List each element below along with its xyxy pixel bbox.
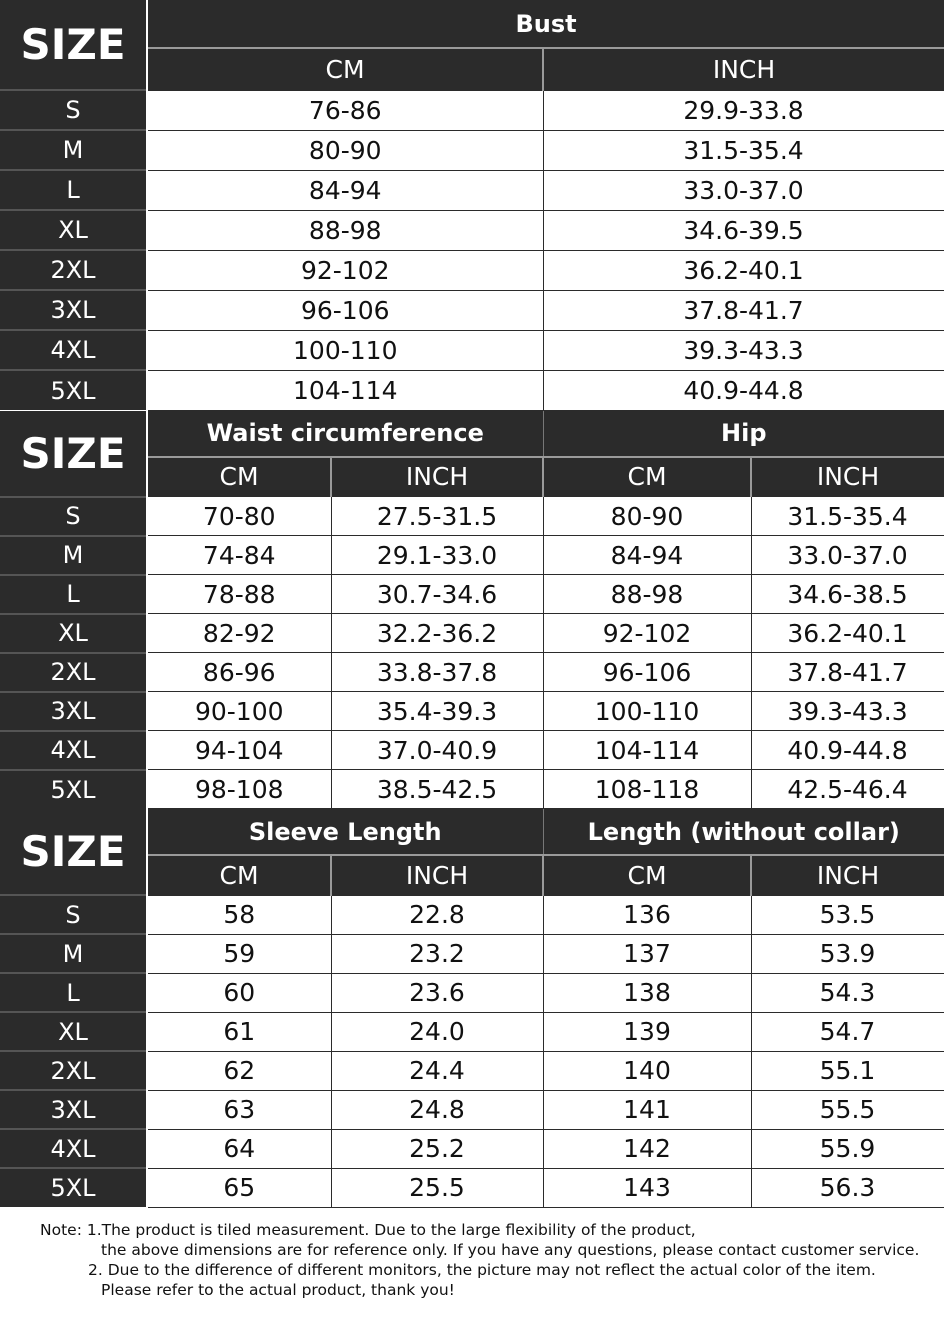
sleeve-cm-value: 65 xyxy=(147,1168,331,1207)
size-label: 2XL xyxy=(0,653,147,692)
hip-inch-value: 33.0-37.0 xyxy=(751,536,944,575)
waist-inch-value: 29.1-33.0 xyxy=(331,536,543,575)
size-label: L xyxy=(0,973,147,1012)
waist-inch-value: 27.5-31.5 xyxy=(331,497,543,536)
size-label: 4XL xyxy=(0,1129,147,1168)
sleeve-cm-value: 63 xyxy=(147,1090,331,1129)
hip-cm-value: 108-118 xyxy=(543,770,751,809)
waist-cm-value: 78-88 xyxy=(147,575,331,614)
table-row xyxy=(0,692,944,731)
sleeve-inch-value: 22.8 xyxy=(331,895,543,934)
length-inch-value: 54.7 xyxy=(751,1012,944,1051)
table-row xyxy=(0,250,944,290)
table-row xyxy=(0,370,944,410)
sleeve-header: Sleeve Length xyxy=(147,809,543,855)
waist-cm-value: 82-92 xyxy=(147,614,331,653)
size-label: S xyxy=(0,497,147,536)
size-label: L xyxy=(0,170,147,210)
sleeve-cm-value: 58 xyxy=(147,895,331,934)
waist-hip-table xyxy=(0,411,944,810)
table-row xyxy=(0,653,944,692)
length-inch-value: 54.3 xyxy=(751,973,944,1012)
length-cm-value: 142 xyxy=(543,1129,751,1168)
table-row xyxy=(0,536,944,575)
waist-cm-value: 98-108 xyxy=(147,770,331,809)
bust-cm-value: 100-110 xyxy=(147,330,543,370)
table-row xyxy=(0,614,944,653)
table-row xyxy=(0,497,944,536)
waist-inch-value: 37.0-40.9 xyxy=(331,731,543,770)
size-label: L xyxy=(0,575,147,614)
hip-inch-value: 37.8-41.7 xyxy=(751,653,944,692)
bust-header: Bust xyxy=(147,0,944,48)
size-header: SIZE xyxy=(0,809,147,895)
size-label: M xyxy=(0,130,147,170)
table-row xyxy=(0,1168,944,1207)
waist-inch-value: 38.5-42.5 xyxy=(331,770,543,809)
hip-inch-value: 36.2-40.1 xyxy=(751,614,944,653)
sleeve-inch-value: 23.2 xyxy=(331,934,543,973)
hip-cm-value: 88-98 xyxy=(543,575,751,614)
size-label: 5XL xyxy=(0,370,147,410)
table-row xyxy=(0,330,944,370)
sleeve-cm-value: 60 xyxy=(147,973,331,1012)
bust-cm-value: 80-90 xyxy=(147,130,543,170)
size-label: 3XL xyxy=(0,692,147,731)
size-label: 4XL xyxy=(0,330,147,370)
sleeve-length-table xyxy=(0,809,944,1208)
length-inch-value: 56.3 xyxy=(751,1168,944,1207)
size-label: 3XL xyxy=(0,1090,147,1129)
sleeve-inch-value: 24.8 xyxy=(331,1090,543,1129)
sleeve-cm-value: 61 xyxy=(147,1012,331,1051)
length-cm-value: 143 xyxy=(543,1168,751,1207)
table-row xyxy=(0,1012,944,1051)
bust-inch-value: 29.9-33.8 xyxy=(543,90,944,130)
size-label: 4XL xyxy=(0,731,147,770)
waist-cm-value: 94-104 xyxy=(147,731,331,770)
bust-table xyxy=(0,0,944,411)
length-cm-value: 136 xyxy=(543,895,751,934)
length-cm-value: 140 xyxy=(543,1051,751,1090)
length-header: Length (without collar) xyxy=(543,809,944,855)
waist-inch-value: 35.4-39.3 xyxy=(331,692,543,731)
sleeve-inch-header: INCH xyxy=(331,855,543,895)
bust-inch-value: 39.3-43.3 xyxy=(543,330,944,370)
size-label: M xyxy=(0,536,147,575)
sleeve-inch-value: 23.6 xyxy=(331,973,543,1012)
waist-cm-value: 90-100 xyxy=(147,692,331,731)
length-inch-value: 55.9 xyxy=(751,1129,944,1168)
note-line-2: the above dimensions are for reference only. If you have any questions, please contact customer service. xyxy=(101,1241,920,1259)
hip-header: Hip xyxy=(543,411,944,457)
sleeve-cm-value: 59 xyxy=(147,934,331,973)
note xyxy=(40,1220,930,1300)
hip-cm-value: 104-114 xyxy=(543,731,751,770)
table-row xyxy=(0,731,944,770)
hip-cm-value: 96-106 xyxy=(543,653,751,692)
hip-inch-header: INCH xyxy=(751,457,944,497)
length-inch-value: 53.9 xyxy=(751,934,944,973)
size-label: 5XL xyxy=(0,770,147,809)
note-line-1: Note: 1.The product is tiled measurement. Due to the large flexibility of the product, xyxy=(40,1221,696,1239)
length-inch-value: 55.1 xyxy=(751,1051,944,1090)
sleeve-cm-value: 62 xyxy=(147,1051,331,1090)
length-inch-value: 53.5 xyxy=(751,895,944,934)
table-row xyxy=(0,895,944,934)
bust-inch-value: 40.9-44.8 xyxy=(543,370,944,410)
bust-inch-value: 31.5-35.4 xyxy=(543,130,944,170)
hip-cm-value: 84-94 xyxy=(543,536,751,575)
waist-inch-value: 32.2-36.2 xyxy=(331,614,543,653)
hip-cm-value: 100-110 xyxy=(543,692,751,731)
bust-inch-header: INCH xyxy=(543,48,944,90)
bust-cm-value: 84-94 xyxy=(147,170,543,210)
length-cm-value: 141 xyxy=(543,1090,751,1129)
table-row xyxy=(0,290,944,330)
bust-cm-value: 96-106 xyxy=(147,290,543,330)
hip-cm-header: CM xyxy=(543,457,751,497)
waist-cm-value: 74-84 xyxy=(147,536,331,575)
size-label: XL xyxy=(0,614,147,653)
table-row xyxy=(0,170,944,210)
sleeve-inch-value: 24.4 xyxy=(331,1051,543,1090)
sleeve-cm-header: CM xyxy=(147,855,331,895)
hip-inch-value: 42.5-46.4 xyxy=(751,770,944,809)
table-row xyxy=(0,770,944,809)
table-row xyxy=(0,1090,944,1129)
bust-cm-value: 76-86 xyxy=(147,90,543,130)
table-row xyxy=(0,1051,944,1090)
size-label: XL xyxy=(0,210,147,250)
hip-inch-value: 31.5-35.4 xyxy=(751,497,944,536)
hip-inch-value: 39.3-43.3 xyxy=(751,692,944,731)
size-header: SIZE xyxy=(0,411,147,497)
bust-inch-value: 34.6-39.5 xyxy=(543,210,944,250)
size-header: SIZE xyxy=(0,0,147,90)
waist-header: Waist circumference xyxy=(147,411,543,457)
size-label: XL xyxy=(0,1012,147,1051)
table-row xyxy=(0,973,944,1012)
size-label: 2XL xyxy=(0,1051,147,1090)
hip-cm-value: 80-90 xyxy=(543,497,751,536)
size-label: 2XL xyxy=(0,250,147,290)
waist-inch-value: 30.7-34.6 xyxy=(331,575,543,614)
bust-cm-value: 104-114 xyxy=(147,370,543,410)
size-label: S xyxy=(0,895,147,934)
waist-cm-value: 70-80 xyxy=(147,497,331,536)
size-label: 3XL xyxy=(0,290,147,330)
table-row xyxy=(0,1129,944,1168)
bust-cm-value: 92-102 xyxy=(147,250,543,290)
note-line-3: 2. Due to the difference of different monitors, the picture may not reflect the actual color of the item. xyxy=(88,1261,876,1279)
bust-inch-value: 37.8-41.7 xyxy=(543,290,944,330)
size-label: M xyxy=(0,934,147,973)
sleeve-cm-value: 64 xyxy=(147,1129,331,1168)
size-label: 5XL xyxy=(0,1168,147,1207)
hip-inch-value: 40.9-44.8 xyxy=(751,731,944,770)
waist-inch-header: INCH xyxy=(331,457,543,497)
length-cm-value: 139 xyxy=(543,1012,751,1051)
length-cm-value: 137 xyxy=(543,934,751,973)
bust-cm-header: CM xyxy=(147,48,543,90)
hip-inch-value: 34.6-38.5 xyxy=(751,575,944,614)
waist-cm-value: 86-96 xyxy=(147,653,331,692)
size-label: S xyxy=(0,90,147,130)
bust-inch-value: 36.2-40.1 xyxy=(543,250,944,290)
table-row xyxy=(0,130,944,170)
length-cm-value: 138 xyxy=(543,973,751,1012)
hip-cm-value: 92-102 xyxy=(543,614,751,653)
table-row xyxy=(0,90,944,130)
length-inch-value: 55.5 xyxy=(751,1090,944,1129)
sleeve-inch-value: 25.5 xyxy=(331,1168,543,1207)
table-row xyxy=(0,210,944,250)
length-cm-header: CM xyxy=(543,855,751,895)
table-row xyxy=(0,934,944,973)
note-line-4: Please refer to the actual product, thank you! xyxy=(101,1281,455,1299)
sleeve-inch-value: 25.2 xyxy=(331,1129,543,1168)
sleeve-inch-value: 24.0 xyxy=(331,1012,543,1051)
waist-inch-value: 33.8-37.8 xyxy=(331,653,543,692)
waist-cm-header: CM xyxy=(147,457,331,497)
length-inch-header: INCH xyxy=(751,855,944,895)
bust-inch-value: 33.0-37.0 xyxy=(543,170,944,210)
table-row xyxy=(0,575,944,614)
bust-cm-value: 88-98 xyxy=(147,210,543,250)
